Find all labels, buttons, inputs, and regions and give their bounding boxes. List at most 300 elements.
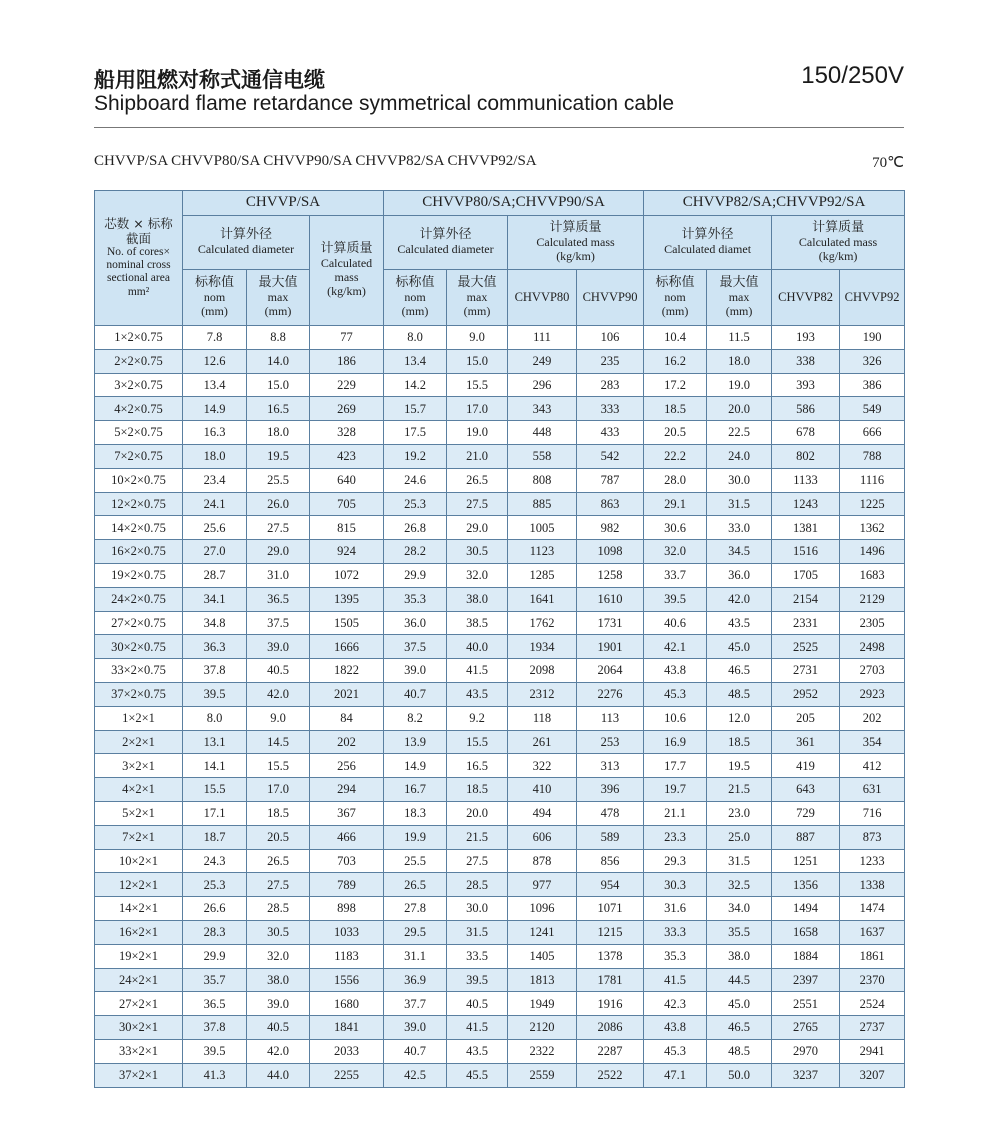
cell-chvvp82-92-nom-dia: 41.5 <box>644 968 707 992</box>
cell-chvvp80-90-max-dia: 40.5 <box>447 992 508 1016</box>
cell-cores-section: 3×2×0.75 <box>95 373 183 397</box>
cell-chvvp-max-dia: 9.0 <box>247 706 310 730</box>
table-row <box>95 492 905 516</box>
cell-chvvp-max-dia: 44.0 <box>247 1063 310 1087</box>
table-row <box>95 659 905 683</box>
table-row <box>95 1063 905 1087</box>
cell-chvvp80-90-nom-dia: 42.5 <box>384 1063 447 1087</box>
cell-chvvp80-mass: 118 <box>508 706 577 730</box>
cell-chvvp82-92-max-dia: 34.5 <box>707 540 772 564</box>
calc-diameter-cn: 计算外径 <box>219 227 272 243</box>
cell-chvvp82-92-max-dia: 36.0 <box>707 563 772 587</box>
cell-chvvp92-mass: 386 <box>840 373 905 397</box>
cell-chvvp90-mass: 954 <box>577 873 644 897</box>
cell-chvvp-nom-dia: 14.9 <box>183 397 247 421</box>
calc-mass-en: Calculated mass <box>798 235 878 250</box>
cell-chvvp82-mass: 193 <box>772 326 840 350</box>
cell-chvvp80-90-max-dia: 18.5 <box>447 778 508 802</box>
cell-chvvp-nom-dia: 39.5 <box>183 682 247 706</box>
cell-cores-section: 1×2×0.75 <box>95 326 183 350</box>
cell-chvvp-max-dia: 18.0 <box>247 421 310 445</box>
title-chinese: 船用阻燃对称式通信电缆 <box>94 68 325 92</box>
cell-cores-section: 10×2×0.75 <box>95 468 183 492</box>
cell-chvvp80-90-nom-dia: 14.2 <box>384 373 447 397</box>
cell-chvvp80-90-max-dia: 17.0 <box>447 397 508 421</box>
cell-chvvp80-mass: 1934 <box>508 635 577 659</box>
cell-chvvp80-90-max-dia: 16.5 <box>447 754 508 778</box>
table-row <box>95 968 905 992</box>
cell-chvvp-max-dia: 18.5 <box>247 801 310 825</box>
cell-chvvp82-92-max-dia: 18.0 <box>707 349 772 373</box>
cell-chvvp90-mass: 2086 <box>577 1016 644 1040</box>
cell-chvvp82-92-max-dia: 19.5 <box>707 754 772 778</box>
cell-chvvp82-92-max-dia: 46.5 <box>707 659 772 683</box>
cell-chvvp82-92-max-dia: 50.0 <box>707 1063 772 1087</box>
cell-chvvp82-92-nom-dia: 10.4 <box>644 326 707 350</box>
cell-chvvp92-mass: 2498 <box>840 635 905 659</box>
cell-cores-section: 33×2×1 <box>95 1039 183 1063</box>
table-row <box>95 778 905 802</box>
calc-mass-en: Calculated mass <box>320 256 373 285</box>
cell-chvvp82-mass: 3237 <box>772 1063 840 1087</box>
calc-diameter-header-1 <box>183 216 310 270</box>
cell-chvvp82-mass: 419 <box>772 754 840 778</box>
cell-chvvp90-mass: 313 <box>577 754 644 778</box>
cell-cores-section: 4×2×0.75 <box>95 397 183 421</box>
cell-chvvp90-mass: 106 <box>577 326 644 350</box>
cell-chvvp82-92-nom-dia: 20.5 <box>644 421 707 445</box>
max-en: max <box>466 290 488 305</box>
cell-chvvp92-mass: 190 <box>840 326 905 350</box>
cell-chvvp80-90-max-dia: 30.0 <box>447 897 508 921</box>
cell-chvvp92-mass: 631 <box>840 778 905 802</box>
table-row <box>95 682 905 706</box>
cell-chvvp-max-dia: 28.5 <box>247 897 310 921</box>
max-unit: (mm) <box>463 303 491 318</box>
table-row <box>95 825 905 849</box>
cell-chvvp82-92-nom-dia: 17.2 <box>644 373 707 397</box>
cell-chvvp80-mass: 1405 <box>508 944 577 968</box>
cell-chvvp80-90-nom-dia: 14.9 <box>384 754 447 778</box>
cell-chvvp80-90-max-dia: 26.5 <box>447 468 508 492</box>
table-row <box>95 897 905 921</box>
cell-chvvp80-mass: 2559 <box>508 1063 577 1087</box>
cell-chvvp80-mass: 1123 <box>508 540 577 564</box>
cell-chvvp-max-dia: 15.0 <box>247 373 310 397</box>
cell-chvvp80-90-nom-dia: 37.5 <box>384 635 447 659</box>
nom-en: nom <box>203 290 226 305</box>
cell-chvvp82-92-nom-dia: 45.3 <box>644 682 707 706</box>
cell-chvvp80-90-nom-dia: 24.6 <box>384 468 447 492</box>
cell-chvvp-mass: 789 <box>310 873 384 897</box>
cell-chvvp82-92-max-dia: 18.5 <box>707 730 772 754</box>
cell-chvvp80-90-nom-dia: 35.3 <box>384 587 447 611</box>
cell-chvvp82-92-nom-dia: 30.6 <box>644 516 707 540</box>
cell-chvvp80-90-max-dia: 15.0 <box>447 349 508 373</box>
calc-mass-unit: (kg/km) <box>818 248 858 263</box>
cell-chvvp80-90-max-dia: 15.5 <box>447 373 508 397</box>
cell-chvvp82-mass: 643 <box>772 778 840 802</box>
table-row <box>95 468 905 492</box>
cell-chvvp-nom-dia: 26.6 <box>183 897 247 921</box>
calc-diameter-en: Calculated diameter <box>397 242 494 257</box>
cell-chvvp-nom-dia: 39.5 <box>183 1039 247 1063</box>
cell-chvvp-mass: 703 <box>310 849 384 873</box>
cell-chvvp90-mass: 1098 <box>577 540 644 564</box>
nom-en: nom <box>664 290 686 305</box>
cell-chvvp82-92-nom-dia: 28.0 <box>644 468 707 492</box>
table-row <box>95 1039 905 1063</box>
calc-mass-cn: 计算质量 <box>549 220 602 236</box>
cell-chvvp-max-dia: 27.5 <box>247 516 310 540</box>
cell-chvvp-mass: 705 <box>310 492 384 516</box>
table-row <box>95 706 905 730</box>
cell-chvvp-max-dia: 36.5 <box>247 587 310 611</box>
cell-chvvp82-92-nom-dia: 22.2 <box>644 444 707 468</box>
cell-chvvp82-92-nom-dia: 47.1 <box>644 1063 707 1087</box>
cell-chvvp82-92-nom-dia: 17.7 <box>644 754 707 778</box>
cell-chvvp-mass: 77 <box>310 326 384 350</box>
cell-chvvp82-92-max-dia: 42.0 <box>707 587 772 611</box>
cell-chvvp82-92-nom-dia: 29.3 <box>644 849 707 873</box>
cell-chvvp80-90-nom-dia: 40.7 <box>384 1039 447 1063</box>
cell-chvvp82-mass: 2970 <box>772 1039 840 1063</box>
cell-chvvp-mass: 815 <box>310 516 384 540</box>
title-english: Shipboard flame retardance symmetrical communication cable <box>94 92 675 115</box>
cell-cores-section: 12×2×1 <box>95 873 183 897</box>
cell-chvvp92-mass: 1861 <box>840 944 905 968</box>
cell-chvvp82-92-max-dia: 43.5 <box>707 611 772 635</box>
table-row <box>95 849 905 873</box>
cell-chvvp-max-dia: 20.5 <box>247 825 310 849</box>
cell-chvvp80-90-max-dia: 39.5 <box>447 968 508 992</box>
cell-chvvp-nom-dia: 25.6 <box>183 516 247 540</box>
cell-chvvp92-mass: 788 <box>840 444 905 468</box>
cell-chvvp82-mass: 802 <box>772 444 840 468</box>
cell-chvvp82-92-max-dia: 24.0 <box>707 444 772 468</box>
cell-chvvp-nom-dia: 28.3 <box>183 920 247 944</box>
cell-chvvp82-92-max-dia: 48.5 <box>707 1039 772 1063</box>
cell-chvvp82-mass: 338 <box>772 349 840 373</box>
cell-chvvp92-mass: 2305 <box>840 611 905 635</box>
cell-chvvp90-mass: 542 <box>577 444 644 468</box>
cores-label-cn-2: 截面 <box>125 230 151 246</box>
table-row <box>95 754 905 778</box>
cell-chvvp80-mass: 2312 <box>508 682 577 706</box>
cell-cores-section: 30×2×1 <box>95 1016 183 1040</box>
cell-chvvp80-90-max-dia: 38.5 <box>447 611 508 635</box>
cell-chvvp82-mass: 2551 <box>772 992 840 1016</box>
calc-mass-cn: 计算质量 <box>320 241 373 257</box>
cell-chvvp92-mass: 354 <box>840 730 905 754</box>
calc-diameter-header-2 <box>384 216 508 270</box>
group-header-chvvp: CHVVP/SA <box>183 191 384 216</box>
cell-chvvp80-mass: 249 <box>508 349 577 373</box>
cell-chvvp90-mass: 433 <box>577 421 644 445</box>
cell-cores-section: 30×2×0.75 <box>95 635 183 659</box>
cell-chvvp-mass: 924 <box>310 540 384 564</box>
cell-chvvp-nom-dia: 34.8 <box>183 611 247 635</box>
cell-chvvp82-mass: 1658 <box>772 920 840 944</box>
cell-cores-section: 37×2×0.75 <box>95 682 183 706</box>
cell-chvvp90-mass: 1731 <box>577 611 644 635</box>
cell-chvvp90-mass: 2287 <box>577 1039 644 1063</box>
cell-chvvp90-mass: 2276 <box>577 682 644 706</box>
nom-cn: 标称值 <box>395 275 435 291</box>
cell-chvvp80-90-max-dia: 30.5 <box>447 540 508 564</box>
cell-chvvp-nom-dia: 35.7 <box>183 968 247 992</box>
cell-chvvp82-92-max-dia: 31.5 <box>707 492 772 516</box>
cell-chvvp82-92-nom-dia: 45.3 <box>644 1039 707 1063</box>
cell-chvvp-mass: 269 <box>310 397 384 421</box>
cell-chvvp80-90-nom-dia: 8.2 <box>384 706 447 730</box>
cell-chvvp80-90-max-dia: 29.0 <box>447 516 508 540</box>
cell-cores-section: 16×2×1 <box>95 920 183 944</box>
max-en: max <box>267 290 289 305</box>
cell-chvvp80-90-max-dia: 38.0 <box>447 587 508 611</box>
cell-chvvp92-mass: 666 <box>840 421 905 445</box>
cell-chvvp82-92-max-dia: 22.5 <box>707 421 772 445</box>
cell-chvvp82-92-nom-dia: 16.9 <box>644 730 707 754</box>
max-cn: 最大值 <box>258 275 298 291</box>
cell-chvvp82-92-nom-dia: 33.3 <box>644 920 707 944</box>
cell-chvvp92-mass: 1362 <box>840 516 905 540</box>
cell-chvvp-nom-dia: 24.3 <box>183 849 247 873</box>
cell-chvvp80-90-nom-dia: 16.7 <box>384 778 447 802</box>
cell-chvvp-nom-dia: 29.9 <box>183 944 247 968</box>
cell-chvvp-nom-dia: 18.7 <box>183 825 247 849</box>
cell-cores-section: 14×2×0.75 <box>95 516 183 540</box>
cell-chvvp82-mass: 586 <box>772 397 840 421</box>
cell-chvvp92-mass: 1683 <box>840 563 905 587</box>
cell-chvvp82-92-nom-dia: 43.8 <box>644 659 707 683</box>
cell-chvvp92-mass: 412 <box>840 754 905 778</box>
cell-chvvp82-92-max-dia: 38.0 <box>707 944 772 968</box>
cell-cores-section: 24×2×1 <box>95 968 183 992</box>
cell-chvvp-nom-dia: 41.3 <box>183 1063 247 1087</box>
cell-chvvp80-90-nom-dia: 36.9 <box>384 968 447 992</box>
cell-chvvp-mass: 640 <box>310 468 384 492</box>
max-cn: 最大值 <box>457 275 497 291</box>
nom-header <box>183 270 247 326</box>
nom-unit: (mm) <box>401 303 429 318</box>
cell-chvvp-mass: 202 <box>310 730 384 754</box>
cell-chvvp80-90-max-dia: 9.2 <box>447 706 508 730</box>
cell-chvvp-mass: 1072 <box>310 563 384 587</box>
cell-cores-section: 7×2×1 <box>95 825 183 849</box>
cell-chvvp-nom-dia: 37.8 <box>183 1016 247 1040</box>
cell-chvvp80-90-max-dia: 20.0 <box>447 801 508 825</box>
cell-cores-section: 5×2×1 <box>95 801 183 825</box>
table-row <box>95 730 905 754</box>
cell-chvvp-nom-dia: 36.3 <box>183 635 247 659</box>
table-row <box>95 397 905 421</box>
cell-chvvp82-92-nom-dia: 42.3 <box>644 992 707 1016</box>
cell-chvvp80-90-nom-dia: 40.7 <box>384 682 447 706</box>
cell-chvvp80-mass: 558 <box>508 444 577 468</box>
cell-chvvp-mass: 2021 <box>310 682 384 706</box>
table-row <box>95 373 905 397</box>
cell-chvvp-max-dia: 19.5 <box>247 444 310 468</box>
cell-chvvp90-mass: 113 <box>577 706 644 730</box>
cell-cores-section: 2×2×1 <box>95 730 183 754</box>
cell-chvvp80-mass: 448 <box>508 421 577 445</box>
cell-chvvp-mass: 2255 <box>310 1063 384 1087</box>
cell-cores-section: 10×2×1 <box>95 849 183 873</box>
cell-chvvp-max-dia: 15.5 <box>247 754 310 778</box>
cell-chvvp80-mass: 1949 <box>508 992 577 1016</box>
cell-cores-section: 19×2×0.75 <box>95 563 183 587</box>
cell-chvvp82-mass: 2731 <box>772 659 840 683</box>
cell-chvvp80-90-max-dia: 9.0 <box>447 326 508 350</box>
cell-chvvp-max-dia: 26.0 <box>247 492 310 516</box>
cell-chvvp82-92-nom-dia: 39.5 <box>644 587 707 611</box>
cell-chvvp-mass: 423 <box>310 444 384 468</box>
cell-chvvp-nom-dia: 37.8 <box>183 659 247 683</box>
cell-chvvp-max-dia: 30.5 <box>247 920 310 944</box>
cell-chvvp80-mass: 1762 <box>508 611 577 635</box>
table-row <box>95 326 905 350</box>
cell-chvvp90-mass: 1916 <box>577 992 644 1016</box>
cell-chvvp82-mass: 2525 <box>772 635 840 659</box>
cell-chvvp-nom-dia: 34.1 <box>183 587 247 611</box>
table-row <box>95 421 905 445</box>
nom-en: nom <box>404 290 426 305</box>
cell-chvvp80-90-max-dia: 45.5 <box>447 1063 508 1087</box>
cell-chvvp90-mass: 1071 <box>577 897 644 921</box>
calc-mass-header-1 <box>310 216 384 326</box>
cell-chvvp82-92-nom-dia: 43.8 <box>644 1016 707 1040</box>
cell-cores-section: 27×2×0.75 <box>95 611 183 635</box>
cores-label-en: No. of cores× nominal cross sectional area <box>106 245 171 285</box>
cell-chvvp92-mass: 1116 <box>840 468 905 492</box>
cell-chvvp-max-dia: 14.0 <box>247 349 310 373</box>
cell-chvvp-nom-dia: 16.3 <box>183 421 247 445</box>
cores-label-cn-1: 芯数 × 标称 <box>104 216 173 232</box>
cell-cores-section: 24×2×0.75 <box>95 587 183 611</box>
table-row <box>95 516 905 540</box>
cell-chvvp82-mass: 1243 <box>772 492 840 516</box>
cell-chvvp80-90-nom-dia: 29.5 <box>384 920 447 944</box>
cell-chvvp-max-dia: 16.5 <box>247 397 310 421</box>
cell-chvvp80-90-nom-dia: 18.3 <box>384 801 447 825</box>
cell-chvvp90-mass: 1901 <box>577 635 644 659</box>
cell-chvvp82-92-max-dia: 12.0 <box>707 706 772 730</box>
cell-chvvp82-92-nom-dia: 16.2 <box>644 349 707 373</box>
max-unit: (mm) <box>264 303 292 318</box>
cell-chvvp80-90-max-dia: 28.5 <box>447 873 508 897</box>
cell-chvvp-max-dia: 32.0 <box>247 944 310 968</box>
header-cores-section <box>95 191 183 326</box>
cell-chvvp80-90-nom-dia: 8.0 <box>384 326 447 350</box>
cell-cores-section: 33×2×0.75 <box>95 659 183 683</box>
cell-chvvp90-mass: 787 <box>577 468 644 492</box>
cell-chvvp80-mass: 2098 <box>508 659 577 683</box>
table-body <box>95 326 905 1088</box>
cell-chvvp80-mass: 1285 <box>508 563 577 587</box>
cell-chvvp82-92-max-dia: 32.5 <box>707 873 772 897</box>
cell-chvvp-nom-dia: 12.6 <box>183 349 247 373</box>
cell-cores-section: 7×2×0.75 <box>95 444 183 468</box>
cell-chvvp80-90-nom-dia: 37.7 <box>384 992 447 1016</box>
cell-chvvp82-92-max-dia: 34.0 <box>707 897 772 921</box>
cell-chvvp82-92-nom-dia: 30.3 <box>644 873 707 897</box>
cell-chvvp82-92-max-dia: 44.5 <box>707 968 772 992</box>
cell-chvvp-mass: 2033 <box>310 1039 384 1063</box>
cell-chvvp92-mass: 2737 <box>840 1016 905 1040</box>
cell-chvvp82-mass: 1705 <box>772 563 840 587</box>
cell-chvvp-mass: 1505 <box>310 611 384 635</box>
temperature-rating: 70℃ <box>872 155 904 171</box>
cell-chvvp80-90-max-dia: 21.5 <box>447 825 508 849</box>
cell-chvvp92-mass: 2524 <box>840 992 905 1016</box>
cell-chvvp-nom-dia: 7.8 <box>183 326 247 350</box>
cell-chvvp80-mass: 296 <box>508 373 577 397</box>
model-header-chvvp90: CHVVP90 <box>577 270 644 326</box>
cell-chvvp92-mass: 2129 <box>840 587 905 611</box>
cell-chvvp82-mass: 2331 <box>772 611 840 635</box>
cell-chvvp92-mass: 1474 <box>840 897 905 921</box>
cell-chvvp80-mass: 410 <box>508 778 577 802</box>
cell-chvvp80-90-max-dia: 15.5 <box>447 730 508 754</box>
cell-chvvp90-mass: 856 <box>577 849 644 873</box>
nom-header <box>384 270 447 326</box>
calc-mass-header-3 <box>772 216 905 270</box>
cell-chvvp-max-dia: 39.0 <box>247 635 310 659</box>
cell-cores-section: 37×2×1 <box>95 1063 183 1087</box>
cell-chvvp80-90-nom-dia: 26.8 <box>384 516 447 540</box>
cell-chvvp80-90-max-dia: 19.0 <box>447 421 508 445</box>
table-row <box>95 920 905 944</box>
cell-chvvp80-mass: 808 <box>508 468 577 492</box>
cell-chvvp92-mass: 202 <box>840 706 905 730</box>
cell-chvvp80-90-nom-dia: 25.3 <box>384 492 447 516</box>
cell-chvvp80-90-nom-dia: 17.5 <box>384 421 447 445</box>
cell-chvvp82-92-max-dia: 19.0 <box>707 373 772 397</box>
cell-chvvp80-mass: 111 <box>508 326 577 350</box>
cell-chvvp82-mass: 393 <box>772 373 840 397</box>
cell-cores-section: 5×2×0.75 <box>95 421 183 445</box>
model-list: CHVVP/SA CHVVP80/SA CHVVP90/SA CHVVP82/SA CHVVP92/SA <box>94 153 537 169</box>
cell-chvvp80-90-max-dia: 41.5 <box>447 659 508 683</box>
cell-chvvp-max-dia: 31.0 <box>247 563 310 587</box>
cell-chvvp80-90-nom-dia: 13.9 <box>384 730 447 754</box>
cell-chvvp-max-dia: 40.5 <box>247 1016 310 1040</box>
cell-chvvp-mass: 186 <box>310 349 384 373</box>
cell-chvvp-mass: 256 <box>310 754 384 778</box>
cell-chvvp-mass: 367 <box>310 801 384 825</box>
cell-chvvp80-90-max-dia: 32.0 <box>447 563 508 587</box>
table-row <box>95 944 905 968</box>
cell-chvvp82-92-nom-dia: 21.1 <box>644 801 707 825</box>
cell-cores-section: 2×2×0.75 <box>95 349 183 373</box>
table-row <box>95 587 905 611</box>
max-en: max <box>728 290 750 305</box>
cell-chvvp-nom-dia: 23.4 <box>183 468 247 492</box>
cell-chvvp82-mass: 1516 <box>772 540 840 564</box>
nom-unit: (mm) <box>661 303 689 318</box>
cell-chvvp80-mass: 1241 <box>508 920 577 944</box>
nom-unit: (mm) <box>201 303 228 318</box>
cell-chvvp90-mass: 1610 <box>577 587 644 611</box>
cell-chvvp82-mass: 1884 <box>772 944 840 968</box>
cell-chvvp80-90-nom-dia: 39.0 <box>384 1016 447 1040</box>
cell-chvvp82-92-max-dia: 35.5 <box>707 920 772 944</box>
cell-chvvp-nom-dia: 15.5 <box>183 778 247 802</box>
cell-chvvp82-92-max-dia: 46.5 <box>707 1016 772 1040</box>
cell-chvvp-mass: 898 <box>310 897 384 921</box>
cell-chvvp-max-dia: 42.0 <box>247 1039 310 1063</box>
